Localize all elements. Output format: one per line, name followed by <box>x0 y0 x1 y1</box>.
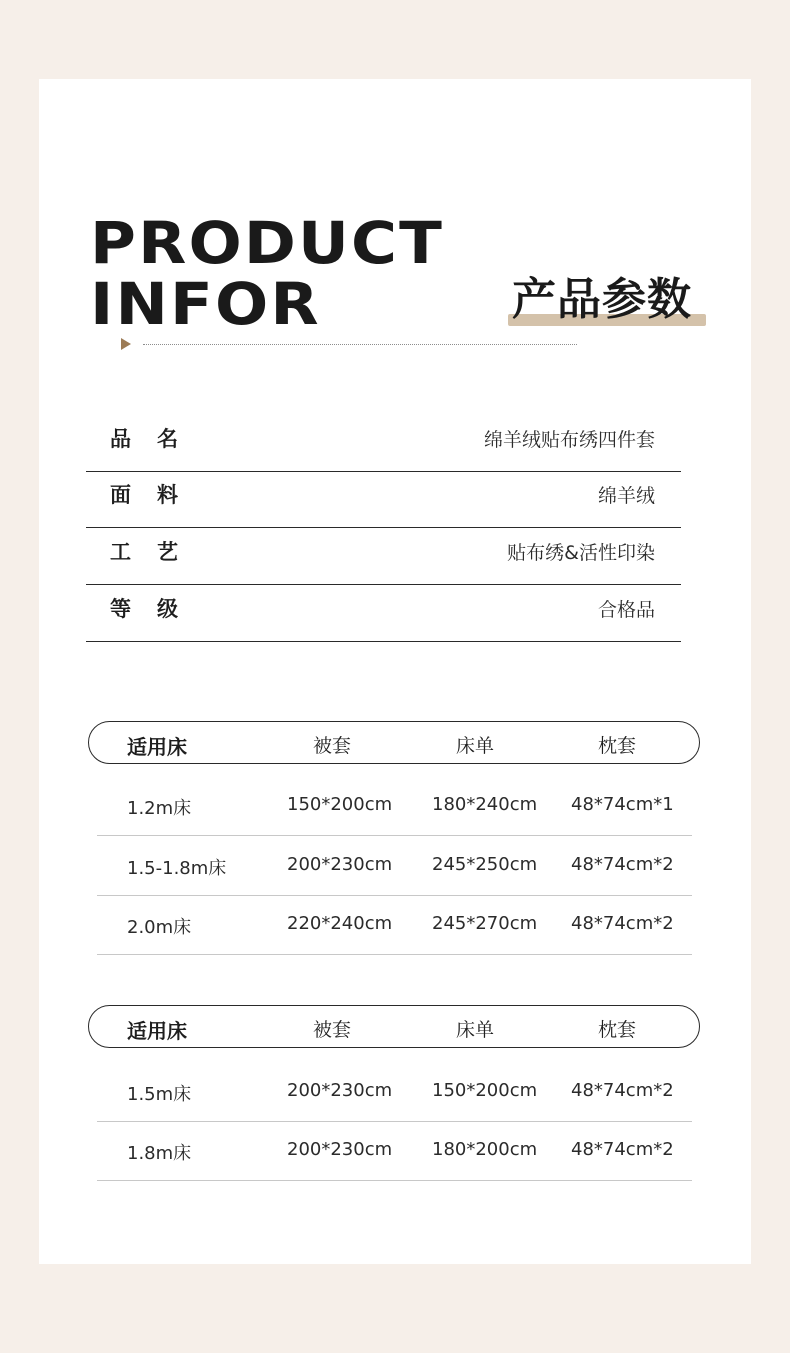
header-pillowcase: 枕套 <box>598 1019 637 1041</box>
cell-bed: 1.8m床 <box>127 1143 192 1164</box>
info-value: 绵羊绒 <box>597 485 655 507</box>
info-row-grade <box>86 585 681 642</box>
cell-pillowcase: 48*74cm*2 <box>571 913 674 934</box>
header-duvet: 被套 <box>313 735 352 757</box>
table-row <box>97 776 692 836</box>
cell-sheet: 245*270cm <box>432 913 538 934</box>
info-label: 工艺 <box>110 540 204 564</box>
info-value: 绵羊绒贴布绣四件套 <box>483 429 655 451</box>
table-row <box>97 836 692 896</box>
cell-duvet: 220*240cm <box>287 913 393 934</box>
cell-bed: 1.5-1.8m床 <box>127 858 227 879</box>
cell-bed: 1.5m床 <box>127 1084 192 1105</box>
info-row-name <box>86 415 681 472</box>
cell-pillowcase: 48*74cm*2 <box>571 854 674 875</box>
cell-sheet: 180*200cm <box>432 1139 538 1160</box>
table-row <box>97 1062 692 1122</box>
info-label: 面料 <box>110 483 204 507</box>
table-row <box>97 895 692 955</box>
header-sheet: 床单 <box>456 735 495 757</box>
info-value: 合格品 <box>597 599 655 621</box>
cell-sheet: 245*250cm <box>432 854 538 875</box>
cell-pillowcase: 48*74cm*1 <box>571 794 674 815</box>
header-bed: 适用床 <box>127 735 187 759</box>
table-row <box>97 1121 692 1181</box>
chinese-title <box>506 276 706 330</box>
english-title-line2: INFOR <box>90 270 321 338</box>
header-bed: 适用床 <box>127 1019 187 1043</box>
header-pillowcase: 枕套 <box>598 735 637 757</box>
cell-duvet: 200*230cm <box>287 1139 393 1160</box>
english-title-line1: PRODUCT <box>90 209 445 277</box>
info-row-craft <box>86 528 681 585</box>
chinese-title-text: 产品参数 <box>512 274 692 325</box>
table1-header <box>88 721 700 764</box>
cell-pillowcase: 48*74cm*2 <box>571 1080 674 1101</box>
cell-pillowcase: 48*74cm*2 <box>571 1139 674 1160</box>
table2-header <box>88 1005 700 1048</box>
dotted-divider <box>143 344 577 345</box>
header-duvet: 被套 <box>313 1019 352 1041</box>
info-value: 贴布绣&活性印染 <box>507 542 655 564</box>
cell-sheet: 150*200cm <box>432 1080 538 1101</box>
info-row-fabric <box>86 471 681 528</box>
cell-duvet: 200*230cm <box>287 1080 393 1101</box>
cell-duvet: 200*230cm <box>287 854 393 875</box>
triangle-arrow-icon <box>121 338 131 350</box>
cell-bed: 1.2m床 <box>127 798 192 819</box>
info-label: 品名 <box>110 427 204 451</box>
info-label: 等级 <box>110 597 204 621</box>
cell-bed: 2.0m床 <box>127 917 192 938</box>
header-sheet: 床单 <box>456 1019 495 1041</box>
cell-duvet: 150*200cm <box>287 794 393 815</box>
cell-sheet: 180*240cm <box>432 794 538 815</box>
